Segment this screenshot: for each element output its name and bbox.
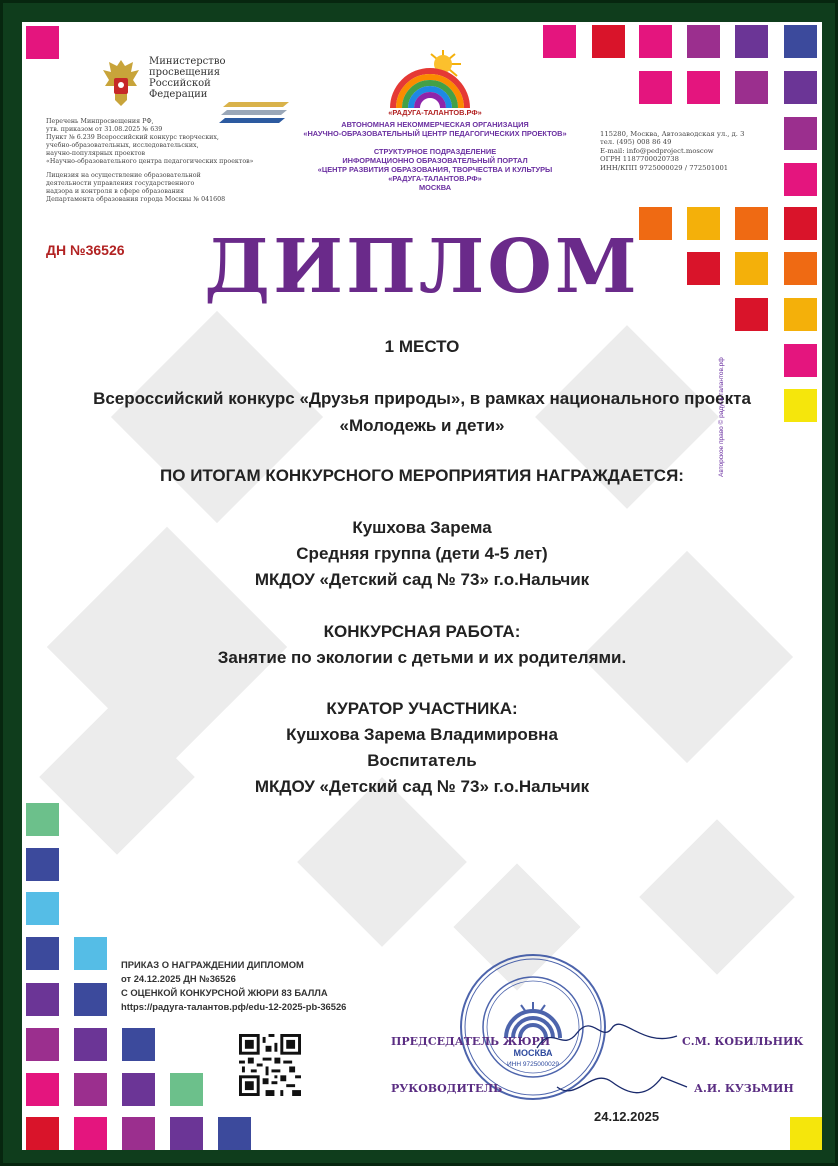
deco-square — [74, 1117, 107, 1150]
license-line: Департамента образования города Москвы № 041608 — [46, 196, 226, 203]
deco-square — [687, 25, 720, 58]
ministry-line: Федерации — [149, 89, 208, 100]
deco-square — [122, 1117, 155, 1150]
deco-square — [26, 892, 59, 925]
legal-line: Пункт № 6.239 Всероссийский конкурс творческих, — [46, 134, 219, 141]
ministry-line: Российской — [149, 78, 211, 89]
diploma-number: ДН №36526 — [46, 242, 125, 258]
org-line: МОСКВА — [418, 183, 452, 192]
ministry-line: Министерство — [149, 56, 226, 67]
org-line: «НАУЧНО-ОБРАЗОВАТЕЛЬНЫЙ ЦЕНТР ПЕДАГОГИЧЕСКИХ ПРОЕКТОВ» — [303, 129, 567, 138]
org-line: АВТОНОМНАЯ НЕКОММЕРЧЕСКАЯ ОРГАНИЗАЦИЯ — [341, 120, 529, 129]
ministry-logo — [99, 56, 289, 116]
contest-line-2: «Молодежь и дети» — [339, 416, 505, 435]
order-url: https://радуга-талантов.рф/edu-12-2025-pb-36526 — [121, 1001, 347, 1012]
curator-institution: МКДОУ «Детский сад № 73» г.о.Нальчик — [254, 777, 590, 796]
license-line: деятельности управления государственного — [46, 180, 195, 187]
deco-square — [218, 1117, 251, 1150]
ministry-line: просвещения — [149, 67, 221, 78]
curator-position: Воспитатель — [367, 751, 477, 770]
deco-square — [735, 25, 768, 58]
deco-square — [26, 983, 59, 1016]
license-line: Лицензия на осуществление образовательной — [46, 172, 201, 179]
winner-name: Кушхова Зарема — [352, 518, 492, 537]
deco-square — [74, 983, 107, 1016]
diploma-paper — [22, 22, 822, 1150]
deco-square — [74, 937, 107, 970]
legal-line: научно-популярных проектов — [46, 150, 146, 157]
deco-square — [26, 1117, 59, 1150]
contact-line: E-mail: info@pedproject.moscow — [600, 146, 714, 155]
signature-head-icon — [552, 1062, 692, 1102]
place: 1 МЕСТО — [384, 337, 460, 356]
org-line: ИНФОРМАЦИОННО ОБРАЗОВАТЕЛЬНЫЙ ПОРТАЛ — [342, 156, 528, 165]
contacts — [600, 130, 800, 172]
head-label: РУКОВОДИТЕЛЬ — [391, 1082, 503, 1095]
deco-square — [543, 25, 576, 58]
legal-line: учебно-образовательных, исследовательских, — [46, 142, 199, 149]
rainbow-sun-logo-icon — [385, 46, 475, 110]
license-line: надзора и контроля в сфере образования — [46, 188, 184, 195]
diploma-title: ДИПЛОМ — [204, 224, 640, 310]
legal-info — [46, 118, 296, 204]
contact-line: ОГРН 1187700020738 — [600, 155, 679, 164]
order-line: ПРИКАЗ О НАГРАЖДЕНИИ ДИПЛОМОМ — [121, 959, 304, 970]
bg-diamond — [639, 819, 795, 975]
winner-group: Средняя группа (дети 4-5 лет) — [296, 544, 548, 563]
awarded-header: ПО ИТОГАМ КОНКУРСНОГО МЕРОПРИЯТИЯ НАГРАЖДАЕТСЯ: — [160, 466, 684, 485]
contest-line-1: Всероссийский конкурс «Друзья природы», в рамках национального проекта — [93, 389, 751, 408]
deco-square — [74, 1073, 107, 1106]
legal-line: утв. приказом от 31.08.2025 № 639 — [46, 126, 163, 133]
order-info — [121, 958, 346, 1014]
ministry-name — [149, 56, 289, 100]
stamp-city: МОСКВА — [513, 1048, 553, 1058]
deco-square — [26, 848, 59, 881]
order-line: С ОЦЕНКОЙ КОНКУРСНОЙ ЖЮРИ 83 БАЛЛА — [121, 987, 328, 998]
head-name: А.И. КУЗЬМИН — [694, 1082, 794, 1095]
org-line: СТРУКТУРНОЕ ПОДРАЗДЕЛЕНИЕ — [373, 147, 497, 156]
chair-label: ПРЕДСЕДАТЕЛЬ ЖЮРИ — [391, 1035, 551, 1048]
deco-square — [790, 1117, 822, 1150]
deco-square — [26, 937, 59, 970]
signature-chair-icon — [532, 1018, 682, 1058]
org-site: «РАДУГА-ТАЛАНТОВ.РФ» — [388, 108, 482, 117]
deco-square — [639, 25, 672, 58]
deco-square — [784, 71, 817, 104]
stamp-inn: ИНН 9725000029 — [506, 1061, 560, 1068]
org-line: «РАДУГА-ТАЛАНТОВ.РФ» — [388, 174, 482, 183]
organization-header — [290, 108, 580, 192]
deco-square — [592, 25, 625, 58]
contact-line: 115280, Москва, Автозаводская ул., д. 3 — [600, 130, 745, 138]
deco-square — [784, 25, 817, 58]
deco-square — [26, 1028, 59, 1061]
work-header: КОНКУРСНАЯ РАБОТА: — [323, 622, 521, 641]
winner-institution: МКДОУ «Детский сад № 73» г.о.Нальчик — [254, 570, 590, 589]
contact-line: тел. (495) 008 86 49 — [600, 138, 672, 147]
issue-date: 24.12.2025 — [594, 1109, 660, 1124]
work-title: Занятие по экологии с детьми и их родителями. — [217, 648, 627, 667]
deco-square — [735, 71, 768, 104]
contact-line: ИНН/КПП 9725000029 / 772501001 — [600, 163, 729, 172]
deco-square — [170, 1117, 203, 1150]
deco-square — [122, 1073, 155, 1106]
legal-line: Перечень Минпросвещения РФ, — [46, 118, 154, 125]
deco-square — [170, 1073, 203, 1106]
deco-square — [26, 26, 59, 59]
qr-code-icon[interactable] — [239, 1034, 301, 1096]
eagle-emblem-icon — [99, 56, 143, 108]
order-line: от 24.12.2025 ДН №36526 — [121, 973, 236, 984]
deco-square — [687, 71, 720, 104]
deco-square — [74, 1028, 107, 1061]
curator-name: Кушхова Зарема Владимировна — [286, 725, 558, 744]
curator-header: КУРАТОР УЧАСТНИКА: — [326, 699, 518, 718]
copyright-vertical: Авторское право © радуга-талантов.рф — [718, 357, 725, 477]
deco-square — [122, 1028, 155, 1061]
bg-diamond — [297, 777, 467, 947]
legal-line: «Научно-образовательного центра педагогических проектов» — [46, 158, 254, 165]
chair-name: С.М. КОБИЛЬНИК — [682, 1035, 804, 1048]
deco-square — [26, 1073, 59, 1106]
org-line: «ЦЕНТР РАЗВИТИЯ ОБРАЗОВАНИЯ, ТВОРЧЕСТВА И КУЛЬТУРЫ — [317, 165, 553, 174]
deco-square — [26, 803, 59, 836]
deco-square — [639, 71, 672, 104]
